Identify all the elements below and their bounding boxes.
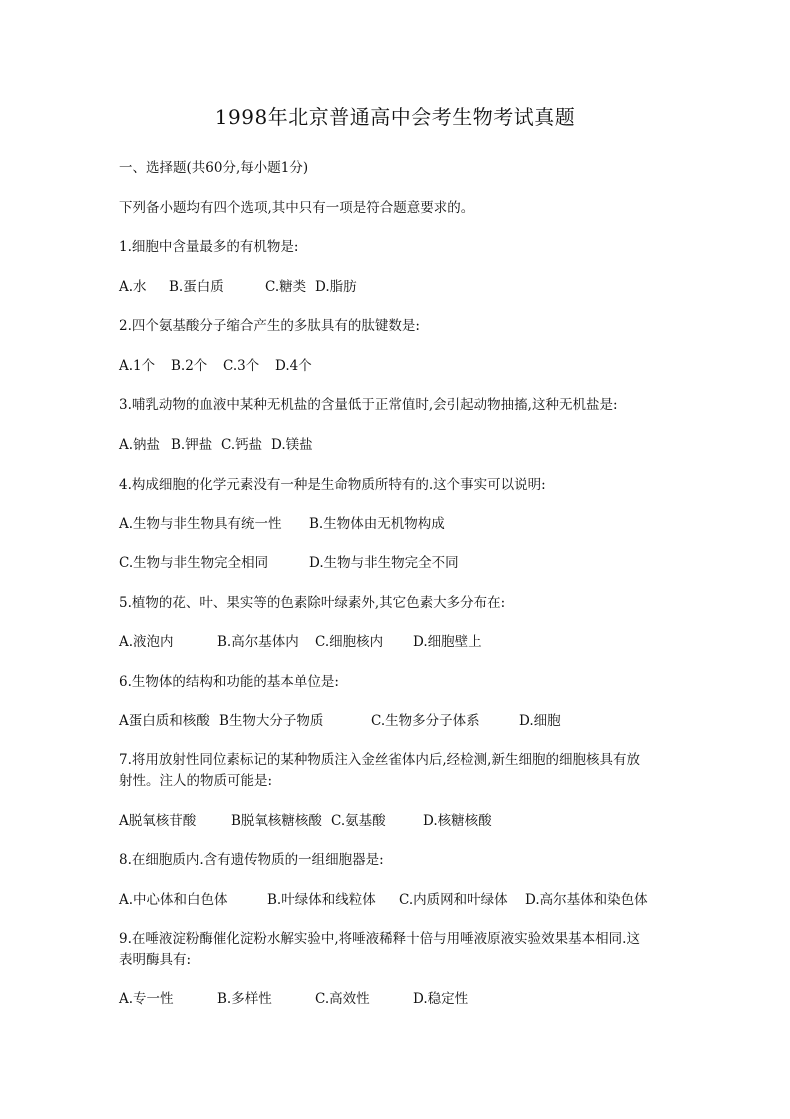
question-3-options <box>119 435 679 455</box>
option-a: A.中心体和白色体 <box>119 892 228 908</box>
question-7-stem-line-2: 射性。注人的物质可能是: <box>119 773 273 789</box>
question-4-options-row-2 <box>119 553 679 573</box>
option-c: C.内质网和叶绿体 <box>399 892 508 908</box>
option-b: B.蛋白质 <box>169 279 224 295</box>
option-b: B脱氧核糖核酸 <box>231 813 322 829</box>
option-a: A.钠盐 <box>119 437 161 453</box>
option-c: C.生物与非生物完全相同 <box>119 555 269 571</box>
option-d: D.4个 <box>275 358 312 374</box>
option-c: C.生物多分子体系 <box>371 713 480 729</box>
option-d: D.细胞 <box>519 713 561 729</box>
option-d: D.稳定性 <box>413 991 469 1007</box>
section-heading: 一、选择题(共60分,每小题1分) <box>119 160 309 176</box>
option-d: D.核糖核酸 <box>423 813 492 829</box>
question-2-options <box>119 356 679 376</box>
instruction-text: 下列备小题均有四个选项,其中只有一项是符合题意要求的。 <box>119 200 475 216</box>
option-a: A.生物与非生物具有统一性 <box>119 516 282 532</box>
option-b: B.叶绿体和线粒体 <box>267 892 376 908</box>
option-c: C.糖类 <box>265 279 307 295</box>
question-8-stem: 8.在细胞质内.含有遗传物质的一组细胞器是: <box>119 852 384 868</box>
question-4-stem: 4.构成细胞的化学元素没有一种是生命物质所特有的.这个事实可以说明: <box>119 477 546 493</box>
option-d: D.高尔基体和染色体 <box>525 892 648 908</box>
question-3-stem: 3.哺乳动物的血液中某种无机盐的含量低于正常值时,会引起动物抽搐,这种无机盐是: <box>119 397 618 413</box>
option-a: A.1个 <box>119 358 156 374</box>
option-a: A.专一性 <box>119 991 174 1007</box>
question-1-stem: 1.细胞中含量最多的有机物是: <box>119 239 299 255</box>
option-d: D.镁盐 <box>271 437 313 453</box>
page-title: 1998年北京普通高中会考生物考试真题 <box>214 105 576 129</box>
option-b: B.多样性 <box>217 991 272 1007</box>
question-2-stem: 2.四个氨基酸分子缩合产生的多肽具有的肽键数是: <box>119 318 420 334</box>
question-6-stem: 6.生物体的结构和功能的基本单位是: <box>119 674 339 690</box>
question-5-stem: 5.植物的花、叶、果实等的色素除叶绿素外,其它色素大多分布在: <box>119 595 506 611</box>
question-9-stem-line-1: 9.在唾液淀粉酶催化淀粉水解实验中,将唾液稀释十倍与用唾液原液实验效果基本相同.这 <box>119 931 640 947</box>
option-a: A脱氧核苷酸 <box>119 813 197 829</box>
option-c: C.高效性 <box>315 991 370 1007</box>
option-b: B.2个 <box>171 358 208 374</box>
option-b: B.钾盐 <box>171 437 213 453</box>
option-d: D.生物与非生物完全不同 <box>309 555 459 571</box>
option-c: C.钙盐 <box>221 437 263 453</box>
option-a: A.液泡内 <box>119 634 174 650</box>
question-5-options <box>119 632 679 652</box>
option-a: A蛋白质和核酸 <box>119 713 210 729</box>
option-c: C.氨基酸 <box>331 813 386 829</box>
question-4-options-row-1 <box>119 514 679 534</box>
option-b: B.生物体由无机物构成 <box>309 516 445 532</box>
option-d: D.细胞壁上 <box>413 634 482 650</box>
question-9-options <box>119 989 679 1009</box>
option-b: B生物大分子物质 <box>219 713 324 729</box>
question-8-options <box>119 890 679 910</box>
option-c: C.3个 <box>223 358 260 374</box>
option-a: A.水 <box>119 279 147 295</box>
question-7-options <box>119 811 679 831</box>
question-1-options <box>119 277 679 297</box>
option-c: C.细胞核内 <box>315 634 384 650</box>
option-d: D.脂肪 <box>315 279 357 295</box>
option-b: B.高尔基体内 <box>217 634 299 650</box>
question-7-stem-line-1: 7.将用放射性同位素标记的某种物质注入金丝雀体内后,经检测,新生细胞的细胞核具有放 <box>119 752 640 768</box>
question-9-stem-line-2: 表明酶具有: <box>119 952 192 968</box>
question-6-options <box>119 711 679 731</box>
